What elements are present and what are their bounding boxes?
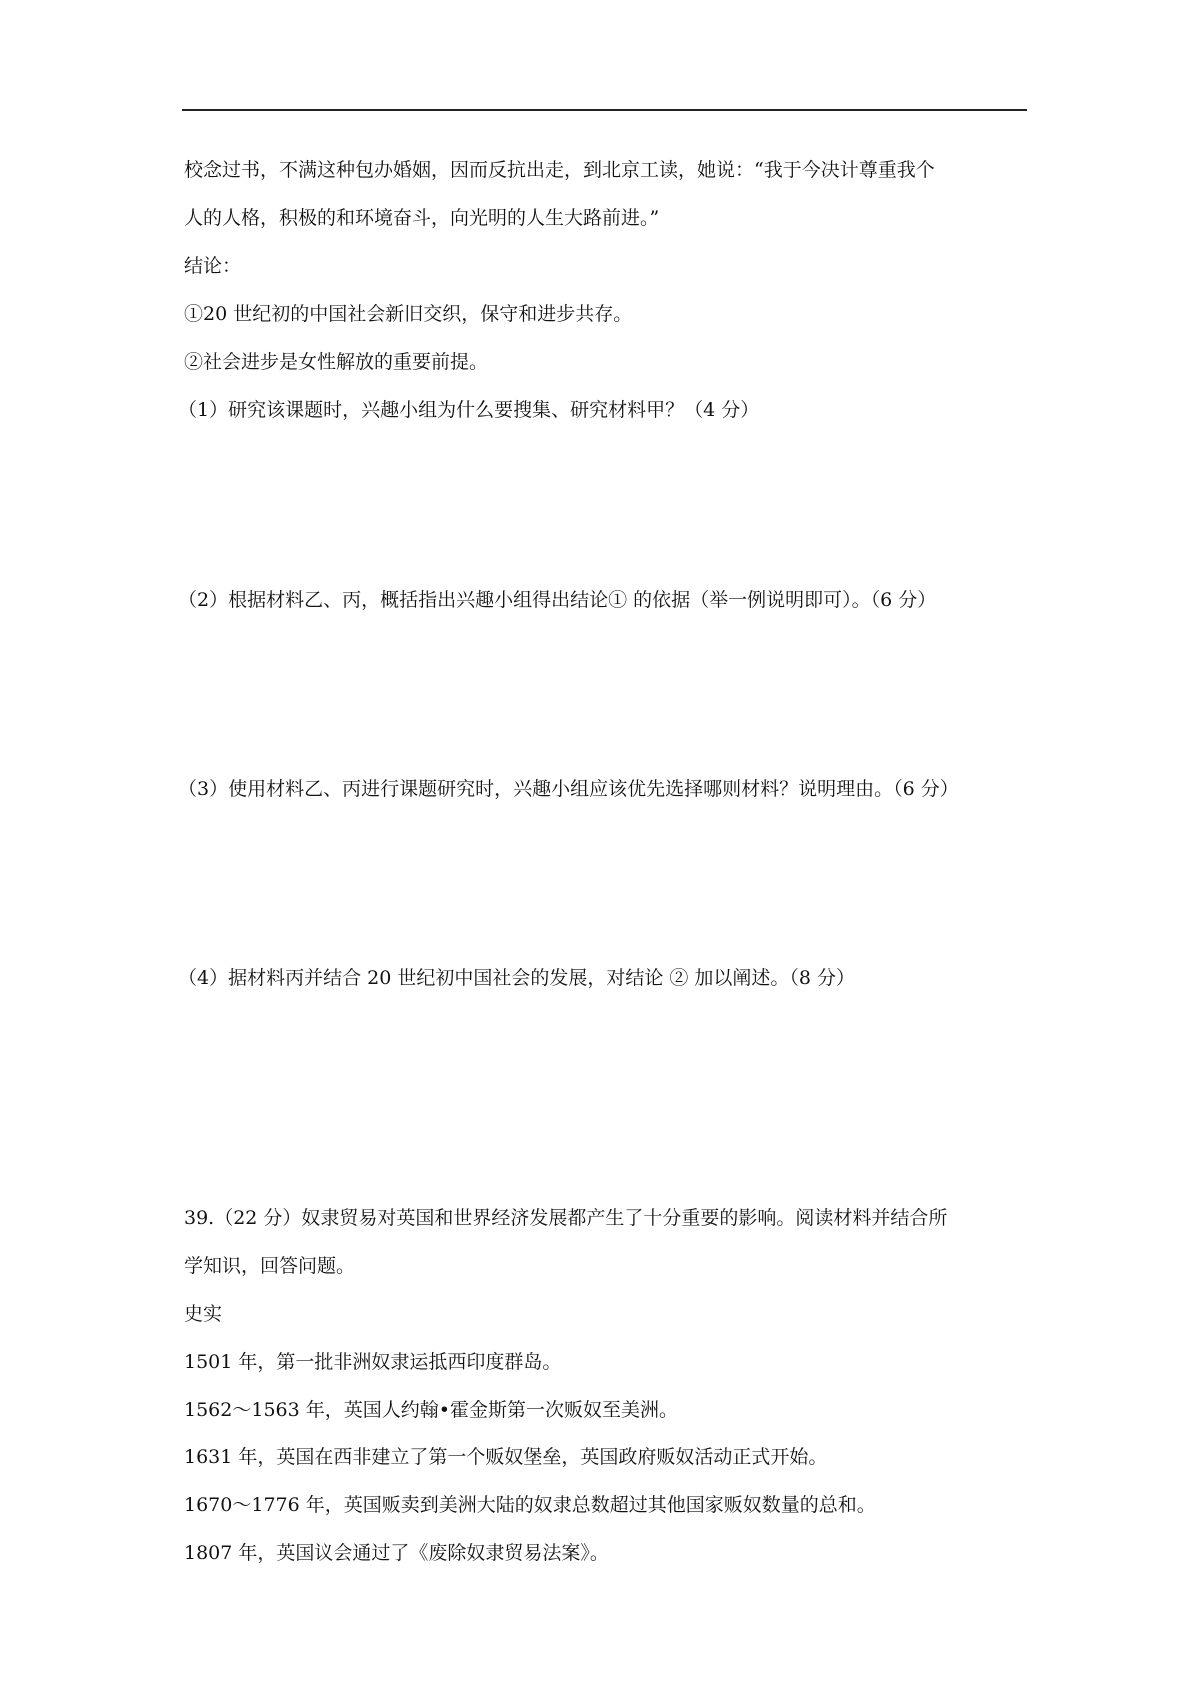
header-rule xyxy=(182,109,1027,111)
q39-line-1: 39.（22 分）奴隶贸易对英国和世界经济发展都产生了十分重要的影响。阅读材料并结合所 xyxy=(184,1207,948,1229)
conclusion-label: 结论： xyxy=(184,255,242,277)
section-label-facts: 史实 xyxy=(184,1303,223,1325)
conclusion-1: ①20 世纪初的中国社会新旧交织，保守和进步共存。 xyxy=(184,303,633,325)
passage-line-1: 校念过书，不满这种包办婚姻，因而反抗出走，到北京工读，她说：“我于今决计尊重我个 xyxy=(184,159,935,181)
fact-1562: 1562～1563 年，英国人约翰•霍金斯第一次贩奴至美洲。 xyxy=(184,1399,678,1421)
question-2: （2）根据材料乙、丙，概括指出兴趣小组得出结论① 的依据（举一例说明即可）。（6 分） xyxy=(178,589,937,611)
fact-1807: 1807 年，英国议会通过了《废除奴隶贸易法案》。 xyxy=(184,1542,609,1564)
question-3: （3）使用材料乙、丙进行课题研究时，兴趣小组应该优先选择哪则材料？说明理由。（6 分） xyxy=(178,778,959,800)
conclusion-2: ②社会进步是女性解放的重要前提。 xyxy=(184,351,489,373)
fact-1501: 1501 年，第一批非洲奴隶运抵西印度群岛。 xyxy=(184,1351,562,1373)
fact-1670: 1670～1776 年，英国贩卖到美洲大陆的奴隶总数超过其他国家贩奴数量的总和。 xyxy=(184,1494,876,1516)
fact-1631: 1631 年，英国在西非建立了第一个贩奴堡垒，英国政府贩奴活动正式开始。 xyxy=(184,1446,828,1468)
q39-line-2: 学知识，回答问题。 xyxy=(184,1255,356,1277)
question-1: （1）研究该课题时，兴趣小组为什么要搜集、研究材料甲？（4 分） xyxy=(178,399,760,421)
question-4: （4）据材料丙并结合 20 世纪初中国社会的发展，对结论 ② 加以阐述。（8 分） xyxy=(178,967,856,989)
passage-line-2: 人的人格，积极的和环境奋斗，向光明的人生大路前进。” xyxy=(184,207,660,229)
